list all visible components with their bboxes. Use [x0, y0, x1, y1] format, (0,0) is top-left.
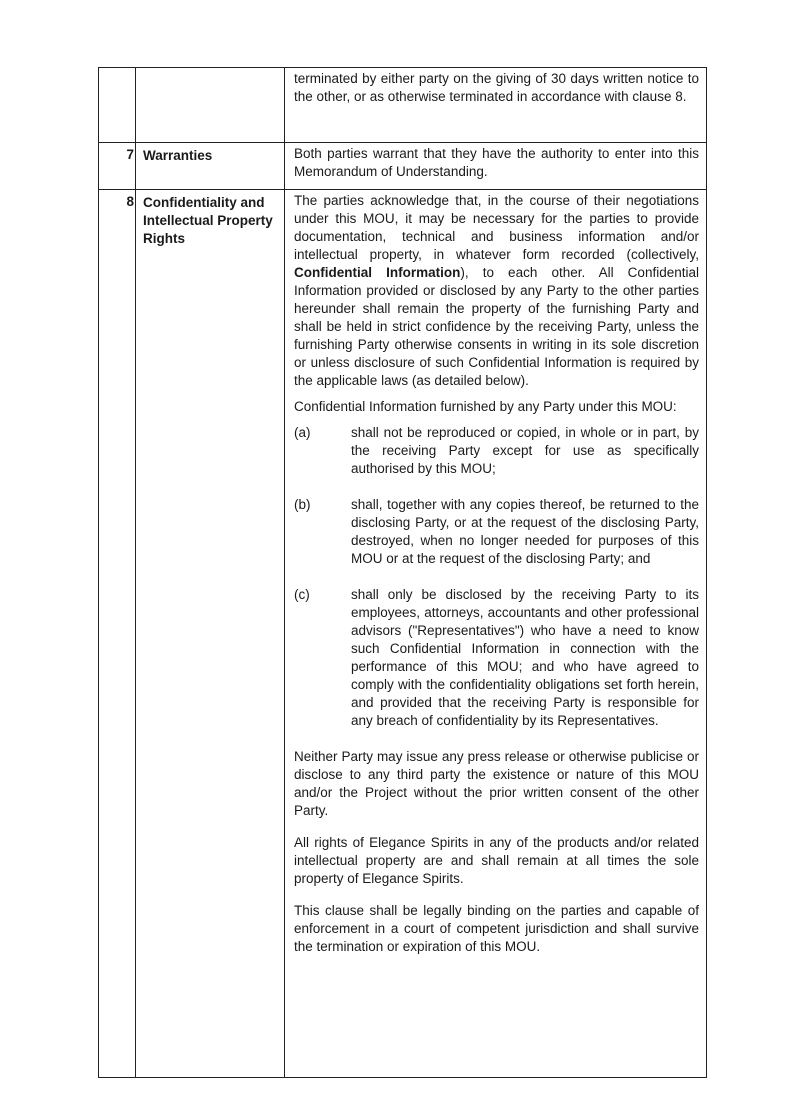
clause-paragraph: Both parties warrant that they have the authority to enter into this Memorandum of Understanding. — [294, 146, 699, 179]
table-row — [99, 143, 707, 190]
clause-body — [285, 190, 707, 1078]
table-row — [99, 68, 707, 143]
list-item-label: (b) — [294, 497, 311, 512]
clause-body — [285, 68, 707, 143]
table-row — [99, 190, 707, 1078]
clause-body — [285, 143, 707, 190]
list-item-text: shall, together with any copies thereof, be returned to the disclosing Party, or at the request of the disclosing Party, destroyed, when no longer needed for purposes of this MOU or at the request of the disclosing Party; and — [351, 497, 699, 566]
list-item-text: shall only be disclosed by the receiving Party to its employees, attorneys, accountants and other professional advisors ("Representatives") who have a need to know such Confidential Information in connection with the performance of this MOU; and who have agreed to comply with the confidentiality obligations set forth herein, and provided that the receiving Party is responsible for any breach of confidentiality by its Representatives. — [351, 587, 699, 728]
list-item-text: shall not be reproduced or copied, in whole or in part, by the receiving Party except for use as specifically authorised by this MOU; — [351, 425, 699, 476]
list-item — [294, 586, 699, 730]
clause-number: 7 — [99, 143, 136, 190]
clause-number: 8 — [99, 190, 136, 1078]
intro-text: The parties acknowledge that, in the course of their negotiations under this MOU, it may be necessary for the parties to provide documentation, technical and business information and/or intellectual property, in whatever form recorded (collectively, — [294, 193, 699, 262]
intro-text-continued: ), to each other. All Confidential Information provided or disclosed by any Party to the other parties hereunder shall remain the property of the furnishing Party and shall be held in strict confidence by the receiving Party, unless the furnishing Party otherwise consents in writing in its sole discretion or unless disclosure of such Confidential Information is required by the applicable laws (as detailed below). — [294, 265, 699, 388]
clause-paragraph: This clause shall be legally binding on the parties and capable of enforcement in a court of competent jurisdiction and shall survive the termination or expiration of this MOU. — [294, 903, 699, 954]
clause-number — [99, 68, 136, 143]
clause-heading: Confidentiality and Intellectual Property Rights — [136, 190, 285, 1078]
clause-heading — [136, 68, 285, 143]
list-lead-in: Confidential Information furnished by any Party under this MOU: — [294, 399, 677, 414]
clause-paragraph — [294, 192, 699, 390]
list-item — [294, 496, 699, 568]
list-item — [294, 424, 699, 478]
clause-table — [98, 67, 707, 1078]
list-item-label: (c) — [294, 587, 310, 602]
clause-heading: Warranties — [136, 143, 285, 190]
clause-paragraph: All rights of Elegance Spirits in any of the products and/or related intellectual property are and shall remain at all times the sole property of Elegance Spirits. — [294, 835, 699, 886]
clause-paragraph: terminated by either party on the giving of 30 days written notice to the other, or as otherwise terminated in accordance with clause 8. — [294, 71, 699, 104]
list-item-label: (a) — [294, 425, 311, 440]
clause-paragraph: Neither Party may issue any press release or otherwise publicise or disclose to any third party the existence or nature of this MOU and/or the Project without the prior written consent of the other Party. — [294, 749, 699, 818]
defined-term: Confidential Information — [294, 265, 461, 280]
